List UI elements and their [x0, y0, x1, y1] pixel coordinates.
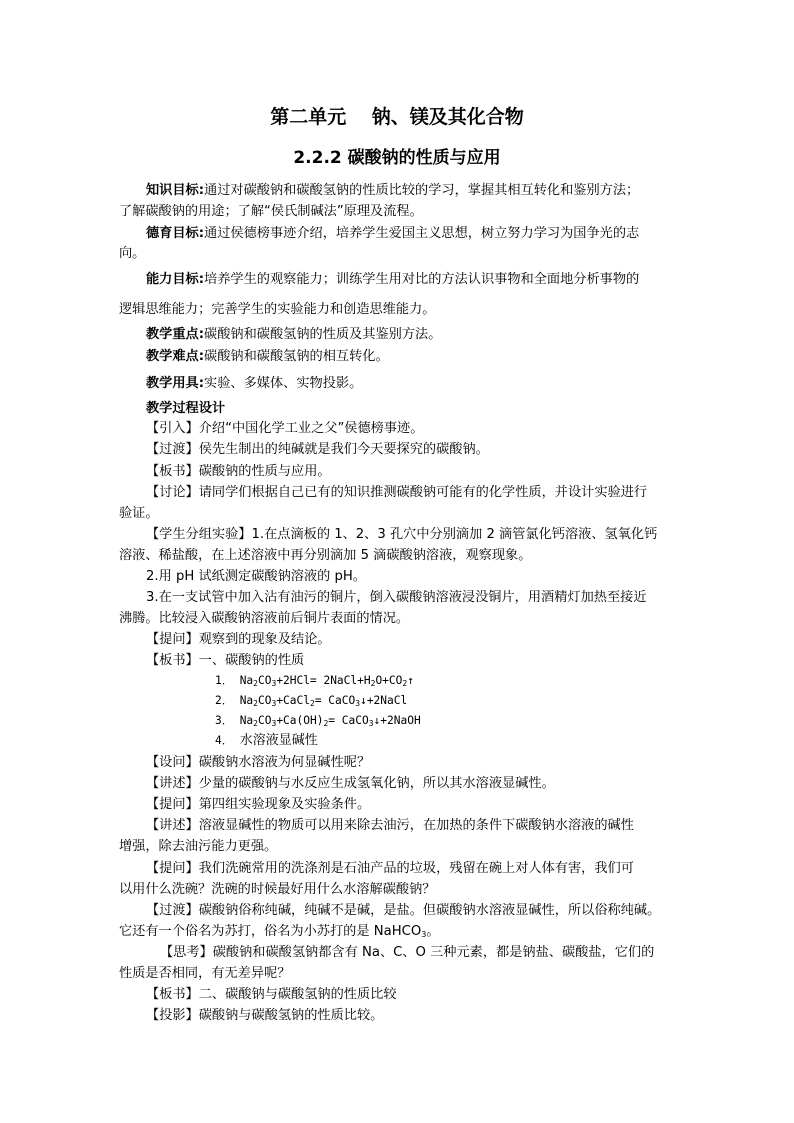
- section-title: 2.2.2 碳酸钠的性质与应用: [293, 148, 501, 168]
- teaching-focus-line: [146, 325, 441, 345]
- paragraph-line: 溶液、稀盐酸，在上述溶液中再分别滴加 5 滴碳酸钠溶液，观察现象。: [119, 548, 532, 563]
- paragraph-line: 【讲述】少量的碳酸钠与水反应生成氢氧化钠，所以其水溶液显碱性。: [146, 776, 555, 791]
- moral-goal-line: [146, 224, 639, 244]
- paragraph-line: 【板书】一、碳酸钠的性质: [146, 653, 305, 668]
- moral-goal-text: 通过侯德榜事迹介绍，培养学生爱国主义思想，树立努力学习为国争光的志: [204, 226, 640, 241]
- paragraph-line: 【设问】碳酸钠水溶液为何显碱性呢？: [146, 755, 371, 770]
- paragraph-line: 逻辑思维能力；完善学生的实验能力和创造思维能力。: [119, 302, 436, 317]
- paragraph-line: 【讨论】请同学们根据自己已有的知识推测碳酸钠可能有的化学性质，并设计实验进行: [146, 485, 648, 500]
- paragraph-line: 【过渡】侯先生制出的纯碱就是我们今天要探究的碳酸钠。: [146, 442, 489, 457]
- teaching-tools-label: 教学用具:: [146, 376, 205, 391]
- paragraph-line: 验证。: [119, 506, 159, 521]
- ability-goal-text: 培养学生的观察能力；训练学生用对比的方法认识事物和全面地分析事物的: [204, 272, 640, 287]
- process-heading: 教学过程设计: [146, 401, 226, 416]
- equation-1: 1． $Na_2CO_3+2HCl=$ $2NaCl+H_2O+CO_2↑$: [215, 674, 414, 688]
- knowledge-goal-line: [146, 181, 639, 201]
- paragraph-line: 3.在一支试管中加入沾有油污的铜片，倒入碳酸钠溶液浸没铜片，用酒精灯加热至接近: [146, 590, 647, 605]
- paragraph-line: 沸腾。比较浸入碳酸钠溶液前后铜片表面的情况。: [119, 611, 410, 626]
- teaching-focus-text: 碳酸钠和碳酸氢钠的性质及其鉴别方法。: [204, 327, 442, 342]
- teaching-difficulty-text: 碳酸钠和碳酸氢钠的相互转化。: [204, 349, 389, 364]
- knowledge-goal-text: 通过对碳酸钠和碳酸氢钠的性质比较的学习，掌握其相互转化和鉴别方法；: [204, 183, 640, 198]
- teaching-difficulty-label: 教学难点:: [146, 349, 205, 364]
- paragraph-line: 【学生分组实验】1.在点滴板的 1、2、3 孔穴中分别滴加 2 滴管氯化钙溶液、氢氧化钙: [146, 527, 658, 542]
- paragraph-line: 【提问】观察到的现象及结论。: [146, 632, 331, 647]
- paragraph-line: 【板书】二、碳酸钠与碳酸氢钠的性质比较: [146, 987, 397, 1002]
- ability-goal-line: [146, 270, 639, 290]
- paragraph-line: 【提问】我们洗碗常用的洗涤剂是石油产品的垃圾，残留在碗上对人体有害，我们可: [146, 861, 634, 876]
- paragraph-line: 以用什么洗碗？洗碗的时候最好用什么水溶解碳酸钠？: [119, 882, 436, 897]
- paragraph-line: 【引入】介绍“中国化学工业之父”侯德榜事迹。: [146, 421, 424, 436]
- knowledge-goal-label: 知识目标:: [146, 183, 205, 198]
- paragraph-line: 【提问】第四组实验现象及实验条件。: [146, 797, 371, 812]
- moral-goal-label: 德育目标:: [146, 226, 205, 241]
- paragraph-line: 了解碳酸钠的用途；了解“侯氏制碱法”原理及流程。: [119, 204, 423, 219]
- teaching-tools-text: 实验、多媒体、实物投影。: [204, 376, 363, 391]
- paragraph-line: 【讲述】溶液显碱性的物质可以用来除去油污，在加热的条件下碳酸钠水溶液的碱性: [146, 818, 634, 833]
- ability-goal-label: 能力目标:: [146, 272, 205, 287]
- paragraph-line: 【板书】碳酸钠的性质与应用。: [146, 464, 331, 479]
- paragraph-line: 性质是否相同，有无差异呢？: [119, 966, 291, 981]
- paragraph-line: 【过渡】碳酸钠俗称纯碱，纯碱不是碱，是盐。但碳酸钠水溶液显碱性，所以俗称纯碱。: [146, 903, 661, 918]
- paragraph-line: 向。: [119, 246, 146, 261]
- paragraph-line: 2.用 pH 试纸测定碳酸钠溶液的 pH。: [146, 569, 366, 584]
- equation-4: 4． 水溶液显碱性: [215, 733, 318, 748]
- page-title: 第二单元 钠、镁及其化合物: [270, 106, 524, 128]
- paragraph-line: 【思考】碳酸钠和碳酸氢钠都含有 Na、C、O 三种元素，都是钠盐、碳酸盐，它们的: [160, 945, 655, 960]
- teaching-difficulty-line: [146, 347, 389, 367]
- teaching-focus-label: 教学重点:: [146, 327, 205, 342]
- equation-3: 3． $Na_2CO_3+Ca(OH)_2=$ CaCO$_3$↓+2NaOH: [215, 714, 421, 728]
- paragraph-line: 【投影】碳酸钠与碳酸氢钠的性质比较。: [146, 1008, 384, 1023]
- paragraph-line: 它还有一个俗名为苏打，俗名为小苏打的是 NaHCO$_3$。: [119, 924, 440, 939]
- teaching-tools-line: [146, 374, 362, 394]
- paragraph-line: 增强，除去油污能力更强。: [119, 839, 278, 854]
- equation-2: 2． $Na_2CO_3+CaCl_2=$ CaCO$_3$↓+2NaCl: [215, 694, 408, 708]
